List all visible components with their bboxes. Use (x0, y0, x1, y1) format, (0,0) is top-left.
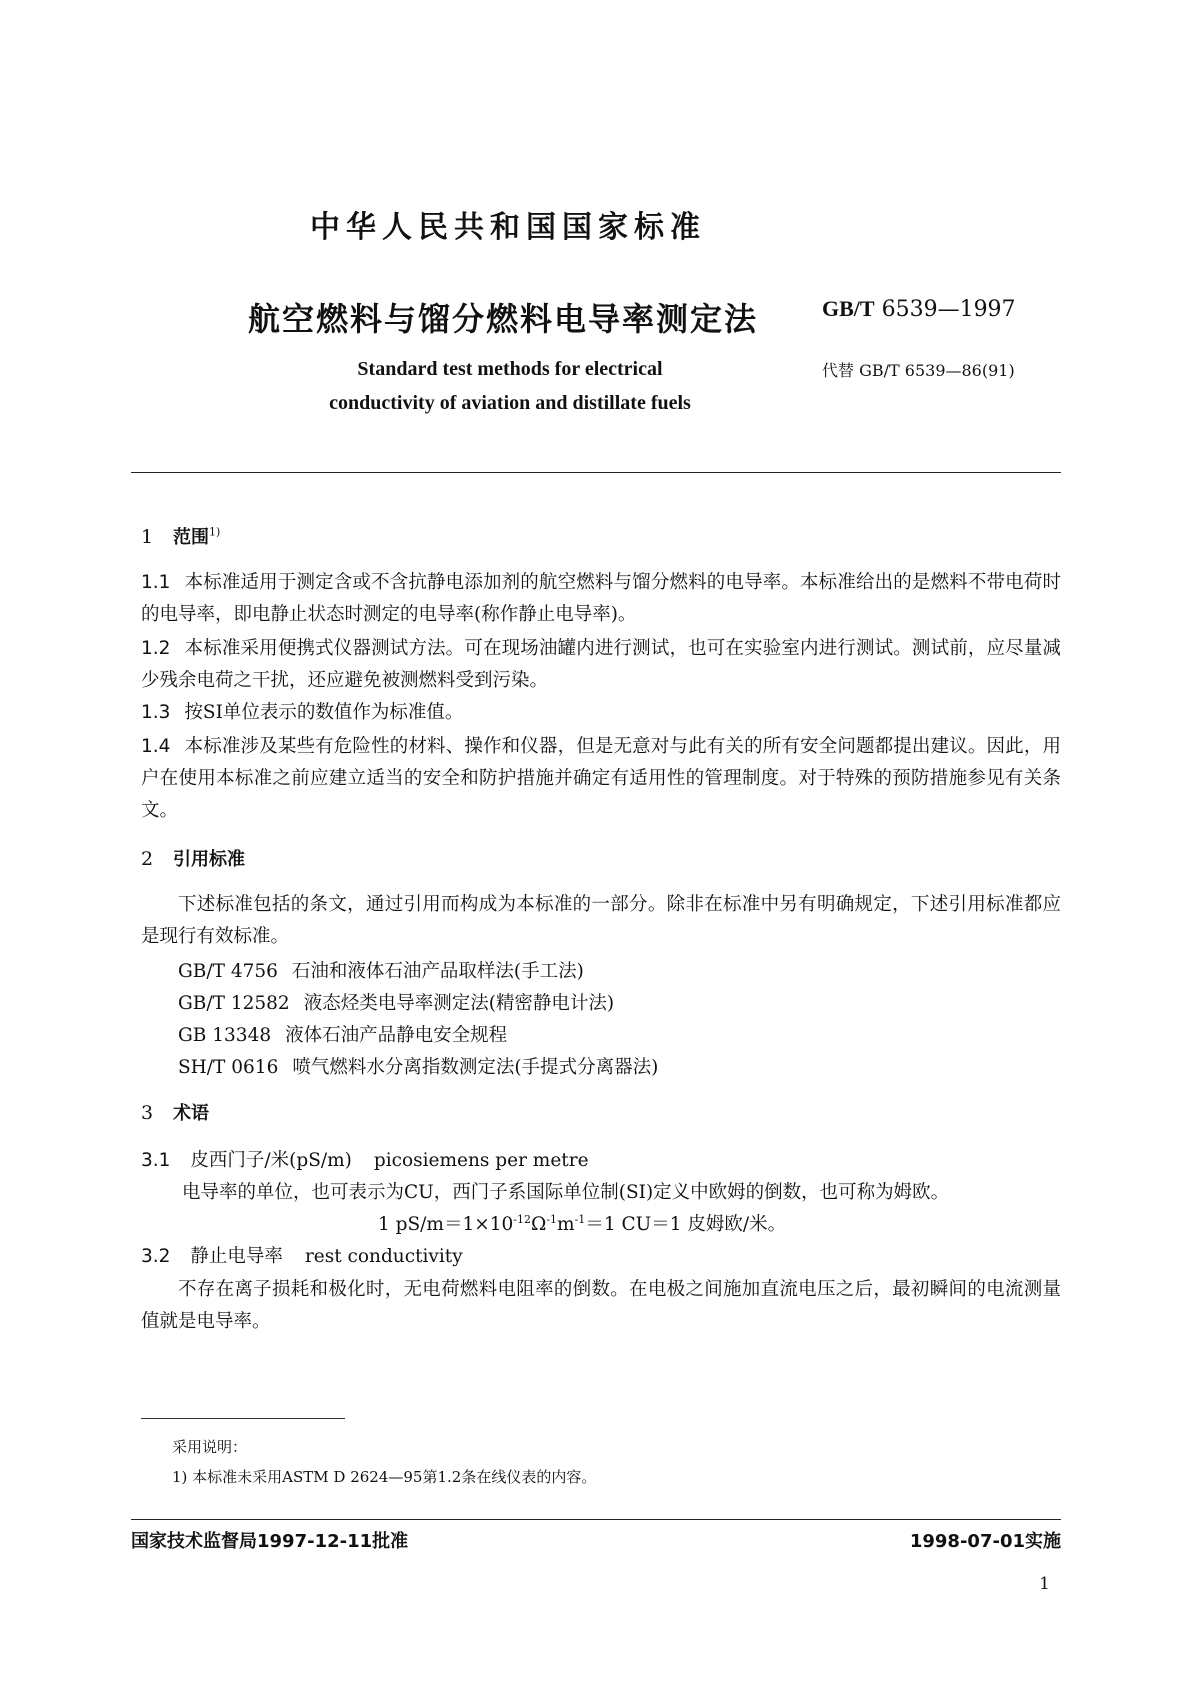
clause-text: 本标准涉及某些有危险性的材料、操作和仪器，但是无意对与此有关的所有安全问题都提出建议。因此，用户在使用本标准之前应建立适当的安全和防护措施并确定有适用性的管理制度。对于特殊的预防措施参见有关条文。 (141, 736, 1061, 821)
section-2-heading (141, 845, 245, 871)
footnote-text: 1) 本标准未采用ASTM D 2624—95第1.2条在线仪表的内容。 (172, 1468, 597, 1486)
section-2-intro: 下述标准包括的条文，通过引用而构成为本标准的一部分。除非在标准中另有明确规定，下述引用标准都应是现行有效标准。 (141, 894, 1061, 947)
clause-1-3 (141, 697, 1061, 729)
reference-item (178, 957, 584, 983)
section-3-heading (141, 1099, 209, 1125)
section-number: 1 (141, 526, 154, 548)
clause-number: 1.4 (141, 736, 171, 757)
replaces-standard: 代替 GB/T 6539—86(91) (822, 361, 1015, 380)
term-number: 3.2 (141, 1246, 171, 1267)
section-title: 术语 (173, 1103, 209, 1124)
reference-code: SH/T 0616 (178, 1057, 279, 1078)
term-3-2 (141, 1242, 463, 1268)
standard-prefix: GB/T (822, 296, 875, 321)
section-1-heading (141, 523, 220, 549)
formula-part: m (557, 1214, 575, 1235)
document-title-en-line2: conductivity of aviation and distillate fuels (329, 392, 691, 414)
clause-1-4 (141, 731, 1061, 827)
document-title-en-line1: Standard test methods for electrical (357, 358, 663, 380)
effective-date: 1998-07-01实施 (909, 1531, 1061, 1552)
national-standard-heading: 中华人民共和国国家标准 (310, 210, 706, 245)
footnote-divider (141, 1418, 345, 1419)
standard-code: 6539—1997 (881, 297, 1016, 322)
formula-part: Ω (530, 1214, 547, 1235)
reference-title: 液体石油产品静电安全规程 (285, 1025, 508, 1046)
clause-text: 按SI单位表示的数值作为标准值。 (184, 702, 464, 723)
clause-text: 本标准采用便携式仪器测试方法。可在现场油罐内进行测试，也可在实验室内进行测试。测试前，应尽量减少残余电荷之干扰，还应避免被测燃料受到污染。 (141, 638, 1061, 691)
term-3-1 (141, 1146, 589, 1172)
section-title: 范围 (173, 527, 209, 548)
term-name: 皮西门子/米(pS/m) (190, 1150, 352, 1171)
formula-exponent: -1 (546, 1212, 558, 1226)
formula-exponent: -1 (574, 1212, 586, 1226)
unit-formula (378, 1210, 786, 1236)
term-3-2-definition: 不存在离子损耗和极化时，无电荷燃料电阻率的倒数。在电极之间施加直流电压之后，最初瞬间的电流测量值就是电导率。 (141, 1279, 1061, 1332)
approval-info: 国家技术监督局1997-12-11批准 (131, 1531, 409, 1552)
term-name: 静止电导率 (190, 1246, 283, 1267)
footnote-heading: 采用说明： (172, 1438, 248, 1456)
section-title: 引用标准 (173, 849, 245, 870)
clause-number: 1.2 (141, 638, 171, 659)
reference-item (178, 1053, 658, 1079)
formula-part: 1 pS/m＝1×10 (378, 1214, 514, 1235)
reference-code: GB 13348 (178, 1025, 272, 1046)
formula-part: ＝1 CU＝1 皮姆欧/米。 (585, 1214, 787, 1235)
term-3-1-definition: 电导率的单位，也可表示为CU，西门子系国际单位制(SI)定义中欧姆的倒数，也可称为姆欧。 (182, 1182, 950, 1203)
clause-1-2 (141, 633, 1061, 697)
reference-item (178, 1021, 507, 1047)
page-number: 1 (1039, 1574, 1050, 1594)
clause-text: 本标准适用于测定含或不含抗静电添加剂的航空燃料与馏分燃料的电导率。本标准给出的是燃料不带电荷时的电导率，即电静止状态时测定的电导率(称作静止电导率)。 (141, 572, 1061, 625)
term-english: picosiemens per metre (373, 1150, 589, 1171)
section-number: 2 (141, 848, 154, 870)
reference-code: GB/T 4756 (178, 961, 278, 982)
footnote-mark: 1) (209, 525, 221, 539)
standard-number (822, 296, 1016, 322)
header-divider (131, 472, 1061, 473)
reference-item (178, 989, 614, 1015)
clause-number: 1.1 (141, 572, 171, 593)
document-title-cn: 航空燃料与馏分燃料电导率测定法 (248, 300, 759, 338)
term-number: 3.1 (141, 1150, 171, 1171)
term-english: rest conductivity (304, 1246, 463, 1267)
section-number: 3 (141, 1102, 154, 1124)
reference-code: GB/T 12582 (178, 993, 290, 1014)
footer-divider (131, 1519, 1061, 1520)
formula-exponent: -12 (513, 1212, 531, 1226)
clause-number: 1.3 (141, 702, 171, 723)
reference-title: 液态烃类电导率测定法(精密静电计法) (303, 993, 615, 1014)
clause-1-1 (141, 567, 1061, 631)
reference-title: 石油和液体石油产品取样法(手工法) (291, 961, 584, 982)
reference-title: 喷气燃料水分离指数测定法(手提式分离器法) (292, 1057, 659, 1078)
